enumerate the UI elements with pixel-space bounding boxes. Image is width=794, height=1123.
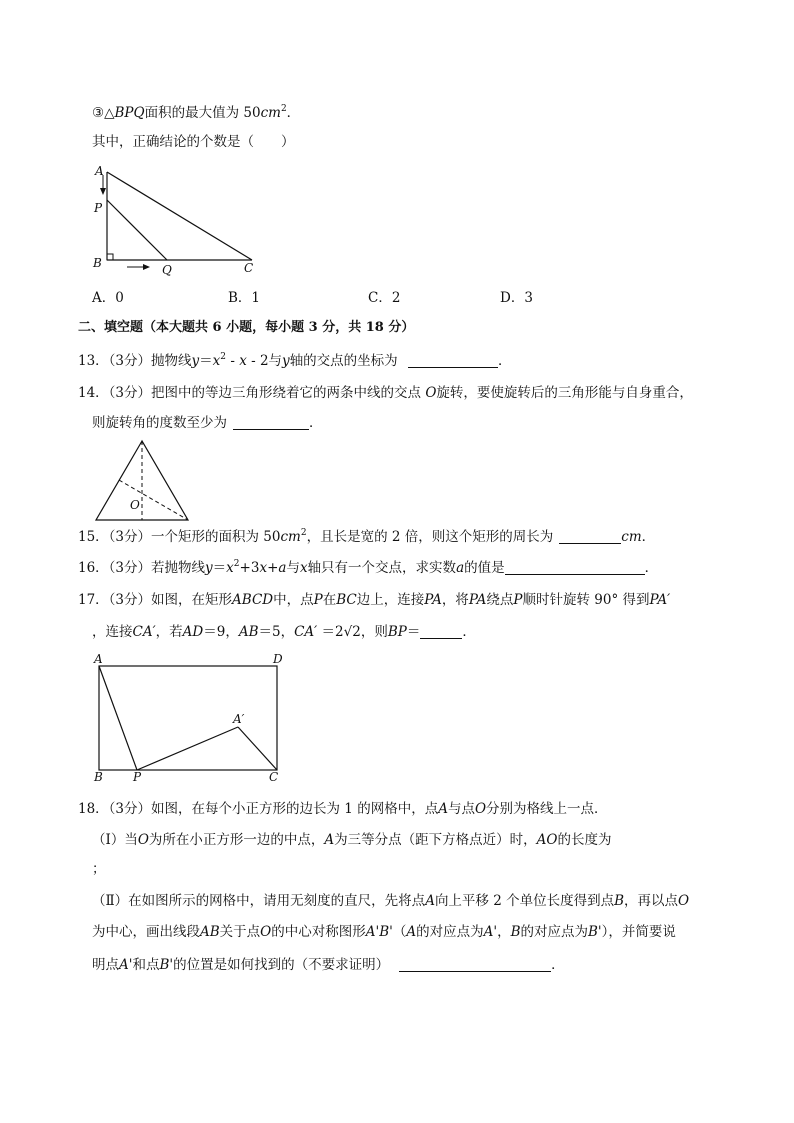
text: 中，点	[273, 592, 314, 608]
label-Q: Q	[162, 263, 172, 277]
text: ＝	[406, 624, 421, 640]
unit: cm	[260, 105, 281, 121]
var: a	[456, 560, 465, 576]
sup: 2	[280, 104, 287, 114]
var: y	[282, 353, 290, 369]
text: 18．（3分）如图，在每个小正方形的边长为 1 的网格中，点	[78, 801, 439, 817]
text: 边上，连接	[356, 592, 425, 608]
text: ．	[286, 105, 301, 121]
var: AB	[238, 624, 259, 640]
unit: cm	[280, 529, 301, 545]
var: PA′	[649, 592, 671, 608]
q14-line2	[92, 413, 323, 433]
var: B'	[159, 957, 174, 973]
var: BP	[387, 624, 407, 640]
text: ．	[644, 560, 659, 576]
text: - 2与	[246, 353, 283, 369]
text: 与点	[447, 801, 475, 817]
text: 的中心对称图形	[271, 924, 366, 940]
q18-line6	[92, 955, 565, 975]
q18-line4	[92, 891, 689, 911]
text: （	[392, 924, 407, 940]
var: B	[510, 924, 521, 940]
text: ，再以点	[624, 893, 679, 909]
label-C: C	[269, 770, 279, 784]
text: ＝5，	[258, 624, 295, 640]
text: （Ⅰ）当	[92, 832, 138, 848]
sup: 2	[220, 352, 227, 362]
var: A	[425, 893, 435, 909]
text: 关于点	[219, 924, 261, 940]
q17-line1	[78, 590, 670, 610]
text: ．	[641, 529, 656, 545]
var: B	[614, 893, 625, 909]
text: 13．（3分）抛物线	[78, 353, 192, 369]
var: P	[513, 592, 523, 608]
answer-blank[interactable]	[233, 415, 309, 430]
text: ．	[551, 957, 565, 973]
text: 分别为格线上一点．	[486, 801, 608, 817]
var: PA	[424, 592, 442, 608]
q18-line5	[92, 922, 676, 942]
var: x	[259, 560, 268, 576]
var: BC	[336, 592, 357, 608]
option-c[interactable]: C．2	[368, 290, 401, 306]
label-A: A	[94, 652, 103, 666]
q12-question: 其中，正确结论的个数是（ ）	[92, 134, 295, 150]
text: 明点	[92, 957, 119, 973]
text: ），并简要说	[601, 924, 676, 940]
text: 轴的交点的坐标为	[289, 353, 398, 369]
option-a[interactable]: A．0	[92, 290, 124, 306]
label-B: B	[93, 256, 102, 270]
label-P: P	[133, 770, 142, 784]
text: 和点	[132, 957, 160, 973]
var: AB	[200, 924, 220, 940]
q18-line3: ；	[92, 861, 106, 877]
var: x	[299, 560, 308, 576]
text: ，将	[441, 592, 469, 608]
var: x	[239, 353, 247, 369]
sqrt: √2	[343, 624, 361, 640]
label-C: C	[244, 261, 254, 275]
option-b[interactable]: B．1	[228, 290, 261, 306]
answer-blank[interactable]	[408, 353, 498, 368]
text: 在	[322, 592, 337, 608]
q18-line2	[92, 830, 612, 850]
answer-blank[interactable]	[505, 560, 645, 575]
var: BPQ	[114, 105, 145, 121]
q13	[78, 351, 511, 371]
text: ，连接	[92, 624, 133, 640]
unit: cm	[621, 529, 642, 545]
text: 与	[286, 560, 300, 576]
text: ＝9，	[203, 624, 239, 640]
text: 为中心，画出线段	[92, 924, 200, 940]
label-A-prime: A′	[233, 712, 245, 726]
text: 向上平移 2 个单位长度得到点	[434, 893, 615, 909]
text: ．	[462, 624, 476, 640]
q12-options	[92, 288, 692, 308]
text: 旋转，要使旋转后的三角形能与自身重合，	[436, 385, 693, 401]
text: 14．（3分）把图中的等边三角形绕着它的两条中线的交点	[78, 385, 426, 401]
text: ，若	[155, 624, 183, 640]
var: AD	[182, 624, 204, 640]
text: ，	[497, 924, 511, 940]
var: B'	[587, 924, 602, 940]
var: PA	[468, 592, 487, 608]
text: 的值是	[464, 560, 505, 576]
q12-item3	[92, 103, 300, 123]
text: 17．（3分）如图，在矩形	[78, 592, 233, 608]
text: 则旋转角的度数至少为	[92, 415, 227, 431]
var: x	[212, 353, 221, 369]
var: A	[324, 832, 335, 848]
label-O: O	[130, 498, 140, 512]
q16	[78, 558, 658, 578]
var: CA′	[294, 624, 318, 640]
var: A	[406, 924, 417, 940]
var: x	[226, 560, 234, 576]
var: ABCD	[232, 592, 274, 608]
var: A	[438, 801, 448, 817]
text: ＝	[212, 560, 227, 576]
label-P: P	[94, 201, 103, 215]
text: 顺时针旋转 90° 得到	[522, 592, 650, 608]
text: ＝2	[317, 624, 344, 640]
text: 轴只有一个交点，求实数	[307, 560, 457, 576]
label-A: A	[95, 164, 104, 178]
option-d[interactable]: D．3	[500, 290, 533, 306]
q12-figure	[92, 160, 262, 280]
answer-blank[interactable]	[420, 624, 462, 639]
var: A'	[119, 957, 133, 973]
text: △	[104, 105, 115, 121]
var: A'	[483, 924, 498, 940]
q17-line2	[92, 622, 476, 642]
label-B: B	[94, 770, 103, 784]
q15	[78, 527, 655, 547]
var: O	[474, 801, 487, 817]
text: -	[226, 353, 240, 369]
q17-figure	[92, 650, 292, 785]
sup: 2	[233, 559, 240, 569]
var: O	[425, 385, 437, 401]
text: （Ⅱ）在如图所示的网格中，请用无刻度的直尺，先将点	[92, 893, 426, 909]
q18-line1	[78, 799, 608, 819]
text: ．	[497, 353, 512, 369]
text: 的对应点为	[520, 924, 588, 940]
q14-line1	[78, 383, 693, 403]
var: a	[278, 560, 287, 576]
text: 的对应点为	[416, 924, 484, 940]
text: 为三等分点（距下方格点近）时，	[334, 832, 537, 848]
var: y	[191, 353, 200, 369]
var: A'B'	[365, 924, 393, 940]
var: CA′	[132, 624, 156, 640]
circled-number: ③	[92, 105, 105, 121]
text: 16．（3分）若抛物线	[78, 560, 206, 576]
text: 为所在小正方形一边的中点，	[148, 832, 325, 848]
var: O	[137, 832, 149, 848]
answer-blank[interactable]	[399, 957, 551, 972]
text: 15．（3分）一个矩形的面积为 50	[78, 529, 281, 545]
var: P	[313, 592, 323, 608]
answer-blank[interactable]	[559, 529, 621, 544]
q14-figure	[92, 438, 192, 523]
text: +3	[239, 560, 260, 576]
var: O	[678, 893, 690, 909]
section-title: 二、填空题（本大题共 6 小题，每小题 3 分，共 18 分）	[78, 320, 415, 335]
label-D: D	[273, 652, 283, 666]
text: ，且长是宽的 2 倍，则这个矩形的周长为	[306, 529, 554, 545]
text: 的长度为	[557, 832, 612, 848]
var: AO	[536, 832, 558, 848]
text: ，则	[360, 624, 388, 640]
text: 的位置是如何找到的（不要求证明）	[173, 957, 390, 973]
sup: 2	[300, 528, 307, 538]
var: O	[260, 924, 272, 940]
text: 面积的最大值为 50	[144, 105, 261, 121]
text: ．	[309, 415, 323, 431]
var: y	[205, 560, 213, 576]
text: +	[267, 560, 279, 576]
text: ＝	[199, 353, 213, 369]
text: 绕点	[486, 592, 514, 608]
